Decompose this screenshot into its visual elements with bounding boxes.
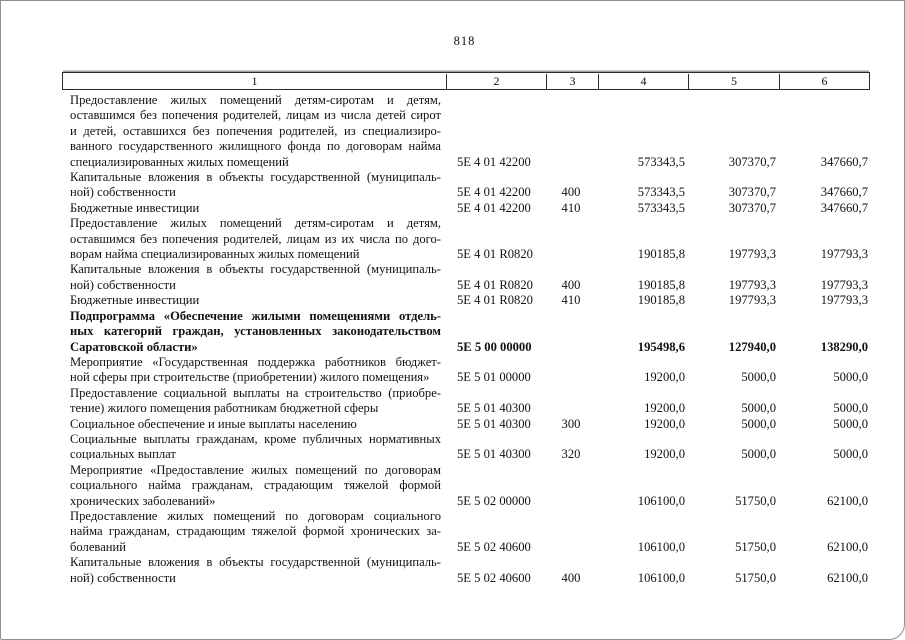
target-item-code: 5E 5 01 00000 [457,370,531,385]
table-row [62,432,870,463]
target-item-code: 5E 5 01 40300 [457,401,531,416]
amount-col-4: 190185,8 [637,277,685,292]
description-line: Мероприятие «Государственная поддержка работников бюджет- [70,354,441,369]
amount-col-6: 347660,7 [820,185,868,200]
amount-col-4: 106100,0 [637,570,685,585]
table-row [62,386,870,417]
description-line: тение) жилого помещения работникам бюджетной сферы [70,401,379,416]
table-header-row [62,72,870,90]
description-line: Предоставление жилых помещений детям-сиротам и детям, [70,216,441,231]
row-description [62,170,445,201]
description-line: ной) собственности [70,570,176,585]
target-item-code: 5E 4 01 42200 [457,185,531,200]
expense-type-code: 400 [561,185,581,200]
table-row [62,417,870,432]
expense-type-code: 320 [561,447,581,462]
amount-col-5: 307370,7 [728,154,776,169]
target-item-code: 5E 5 02 40600 [457,570,531,585]
amount-col-6: 347660,7 [820,200,868,215]
target-item-code: 5E 4 01 R0820 [457,247,533,262]
amount-col-6: 347660,7 [820,154,868,169]
amount-col-6: 197793,3 [820,247,868,262]
amount-col-5: 197793,3 [728,277,776,292]
row-description [62,432,445,463]
amount-col-4: 573343,5 [637,185,685,200]
amount-col-4: 190185,8 [637,247,685,262]
target-item-code: 5E 4 01 R0820 [457,277,533,292]
description-line: оставшимся без попечения родителей, лицам из их числа по дого- [70,231,441,246]
row-description [62,262,445,293]
column-header-3: 3 [546,74,598,89]
description-line: Социальное обеспечение и иные выплаты населению [70,416,357,431]
row-description [62,386,445,417]
description-line: ной) собственности [70,277,176,292]
amount-col-4: 19200,0 [644,401,685,416]
column-header-2: 2 [446,74,546,89]
description-line: ной) собственности [70,185,176,200]
amount-col-4: 573343,5 [637,200,685,215]
amount-col-6: 138290,0 [820,339,868,354]
amount-col-6: 5000,0 [833,370,868,385]
row-description [62,309,445,355]
table-row [62,262,870,293]
amount-col-4: 19200,0 [644,416,685,431]
description-line: ванного государственного жилищного фонда по договорам найма [70,139,441,154]
description-line: болеваний [70,539,127,554]
description-line: Саратовской области» [70,339,198,354]
target-item-code: 5E 5 01 40300 [457,416,531,431]
description-line: Предоставление социальной выплаты на строительство (приобре- [70,385,441,400]
amount-col-4: 190185,8 [637,293,685,308]
description-line: Мероприятие «Предоставление жилых помещений по договорам [70,462,441,477]
amount-col-5: 307370,7 [728,200,776,215]
description-line: ных категорий граждан, установленных законодательством [70,324,441,339]
description-line: специализированных жилых помещений [70,154,289,169]
amount-col-5: 5000,0 [741,401,776,416]
row-description [62,293,445,308]
amount-col-6: 197793,3 [820,293,868,308]
table-row [62,309,870,355]
target-item-code: 5E 5 02 00000 [457,493,531,508]
amount-col-5: 5000,0 [741,416,776,431]
target-item-code: 5E 5 01 40300 [457,447,531,462]
amount-col-6: 197793,3 [820,277,868,292]
description-line: Капитальные вложения в объекты государственной (муниципаль- [70,262,441,277]
expense-type-code: 400 [561,570,581,585]
amount-col-5: 51750,0 [735,570,776,585]
budget-table [62,72,870,586]
expense-type-code: 400 [561,277,581,292]
description-line: Подпрограмма «Обеспечение жилыми помещениями отдель- [70,308,441,323]
amount-col-4: 19200,0 [644,447,685,462]
description-line: Предоставление жилых помещений детям-сиротам и детям, [70,93,441,107]
table-row [62,93,870,170]
column-header-1: 1 [251,73,258,88]
expense-type-code: 300 [561,416,581,431]
description-line: социального найма гражданам, страдающим тяжелой формой [70,478,441,493]
table-row [62,216,870,262]
amount-col-4: 106100,0 [637,493,685,508]
row-description [62,216,445,262]
row-description [62,463,445,509]
description-line: Капитальные вложения в объекты государственной (муниципаль- [70,170,441,185]
expense-type-code: 410 [561,293,581,308]
table-row [62,463,870,509]
amount-col-6: 62100,0 [827,493,868,508]
amount-col-4: 195498,6 [637,339,685,354]
row-description [62,509,445,555]
amount-col-6: 5000,0 [833,416,868,431]
target-item-code: 5E 4 01 R0820 [457,293,533,308]
column-header-4: 4 [598,74,688,89]
description-line: Капитальные вложения в объекты государственной (муниципаль- [70,555,441,570]
table-row [62,201,870,216]
page-number: 818 [453,34,476,48]
description-line: Социальные выплаты гражданам, кроме публичных нормативных [70,431,441,446]
amount-col-6: 5000,0 [833,401,868,416]
table-body [62,93,870,586]
amount-col-5: 51750,0 [735,539,776,554]
description-line: оставшимся без попечения родителей, лицам из числа детей сирот [70,108,441,123]
amount-col-4: 573343,5 [637,154,685,169]
target-item-code: 5E 5 02 40600 [457,539,531,554]
description-line: социальных выплат [70,447,176,462]
column-header-6: 6 [779,74,869,89]
target-item-code: 5E 4 01 42200 [457,200,531,215]
expense-type-code: 410 [561,200,581,215]
description-line: Бюджетные инвестиции [70,293,200,308]
target-item-code: 5E 4 01 42200 [457,154,531,169]
amount-col-5: 5000,0 [741,447,776,462]
amount-col-5: 307370,7 [728,185,776,200]
description-line: найма гражданам, страдающим тяжелой формой хронических за- [70,524,441,539]
amount-col-6: 5000,0 [833,447,868,462]
row-description [62,555,445,586]
column-header-5: 5 [688,74,779,89]
description-line: Бюджетные инвестиции [70,200,200,215]
amount-col-6: 62100,0 [827,539,868,554]
amount-col-6: 62100,0 [827,570,868,585]
row-description [62,201,445,216]
target-item-code: 5E 5 00 00000 [457,339,532,354]
amount-col-5: 197793,3 [728,293,776,308]
amount-col-5: 5000,0 [741,370,776,385]
amount-col-5: 127940,0 [728,339,776,354]
description-line: и детей, оставшихся без попечения родителей, из специализиро- [70,123,441,138]
table-row [62,293,870,308]
description-line: хронических заболеваний» [70,493,216,508]
table-row [62,170,870,201]
table-row [62,555,870,586]
amount-col-4: 19200,0 [644,370,685,385]
description-line: ной сферы при строительстве (приобретении) жилого помещения» [70,370,430,385]
description-line: Предоставление жилых помещений по договорам социального [70,508,441,523]
row-description [62,93,445,170]
table-row [62,355,870,386]
amount-col-4: 106100,0 [637,539,685,554]
table-row [62,509,870,555]
description-line: ворам найма специализированных жилых помещений [70,247,360,262]
row-description [62,355,445,386]
amount-col-5: 197793,3 [728,247,776,262]
row-description [62,417,445,432]
amount-col-5: 51750,0 [735,493,776,508]
